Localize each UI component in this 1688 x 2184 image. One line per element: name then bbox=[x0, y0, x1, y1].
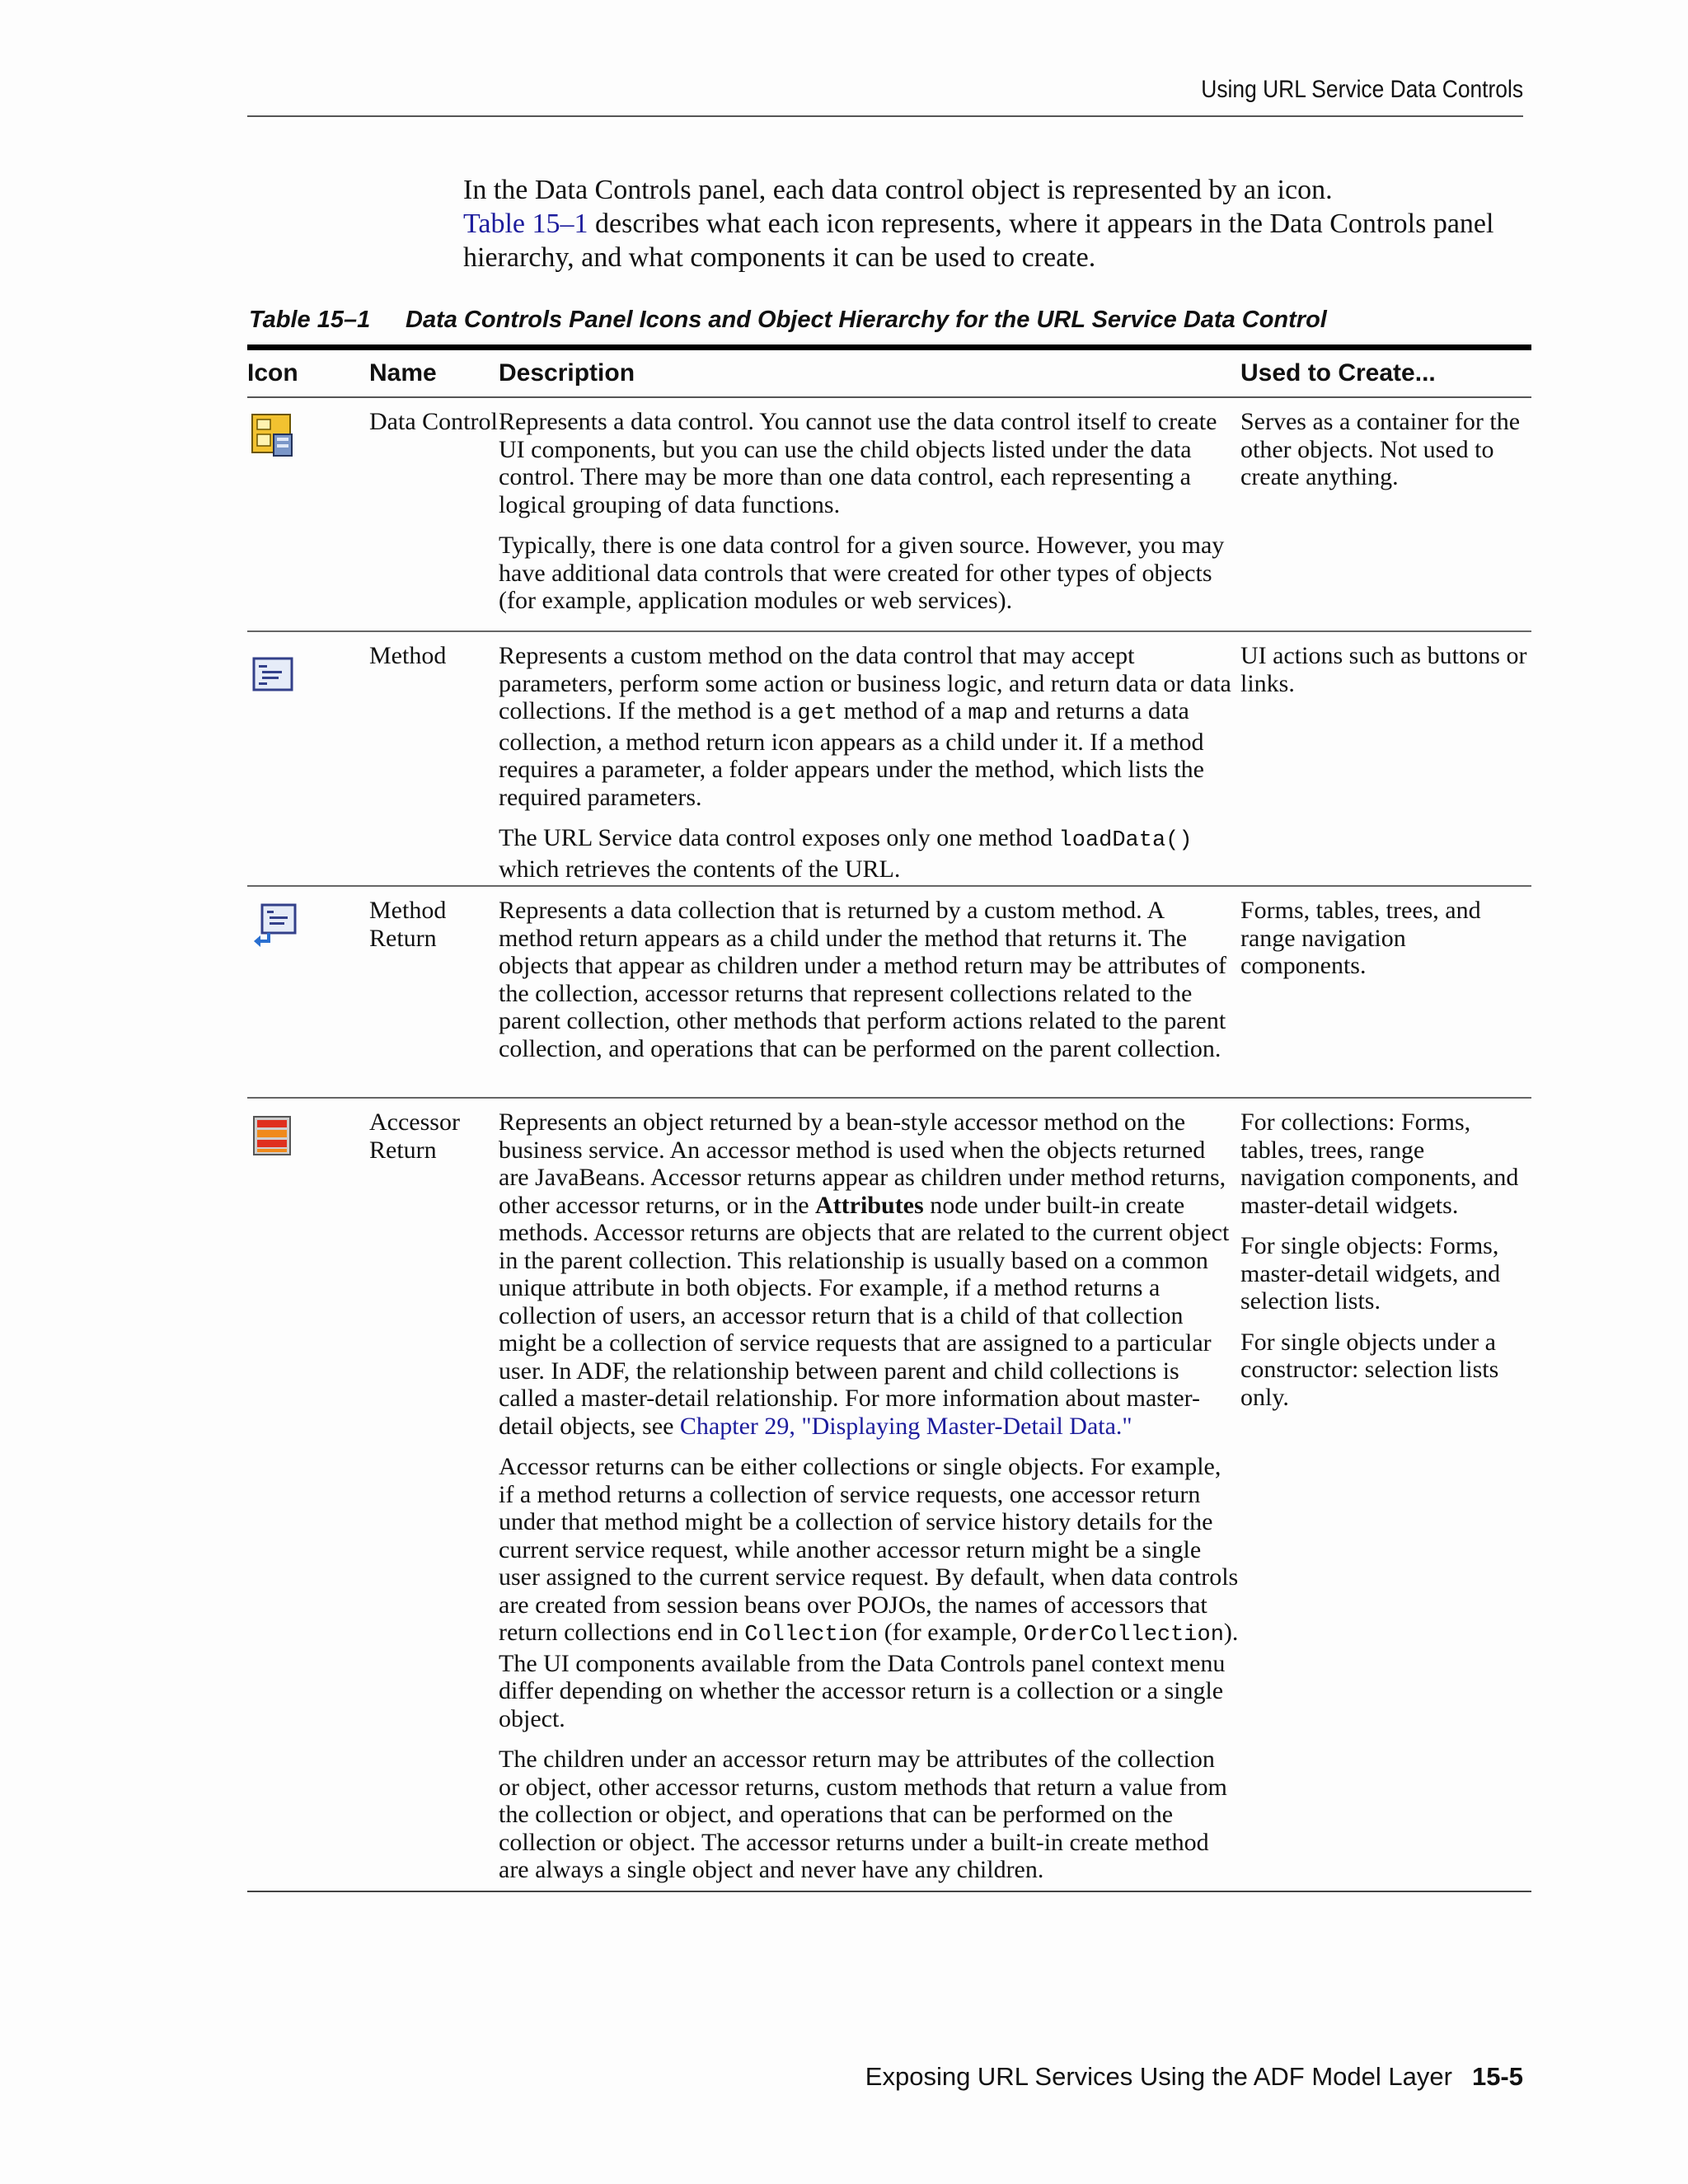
description-paragraph: Represents a data control. You cannot use the data control itself to create UI components, but you can use the child objects listed under the data control. There may be more than one data control, each representing a logical grouping of data functions. bbox=[499, 408, 1217, 518]
description-paragraph bbox=[499, 1453, 1240, 1732]
code-collection: Collection bbox=[744, 1623, 879, 1647]
description-paragraph: Typically, there is one data control for a given source. However, you may have additional data controls that were created for other types of objects (for example, application modules or web services). bbox=[499, 532, 1225, 614]
text-run: (for example, bbox=[878, 1619, 1024, 1646]
used-paragraph: For single objects: Forms, master-detail widgets, and selection lists. bbox=[1240, 1232, 1501, 1315]
row-used-to-create bbox=[1240, 408, 1531, 624]
used-paragraph: For collections: Forms, tables, trees, range navigation components, and master-detail widgets. bbox=[1240, 1108, 1519, 1219]
used-paragraph: Serves as a container for the other objects. Not used to create anything. bbox=[1240, 408, 1521, 490]
text-run: and returns a data collection, a method return icon appears as a child under it. If a method requires a parameter, a folder appears under the method, which lists the required parameters. bbox=[499, 697, 1204, 811]
used-paragraph: For single objects under a constructor: selection lists only. bbox=[1240, 1328, 1499, 1411]
icon-cell bbox=[247, 408, 369, 624]
row-description bbox=[499, 408, 1240, 624]
table-row bbox=[247, 398, 1531, 632]
text-run: ). The UI components available from the Data Controls panel context menu differ depending on whether the accessor return is a collection or a single object. bbox=[499, 1619, 1239, 1732]
description-paragraph: The children under an accessor return may be attributes of the collection or object, other accessor returns, custom methods that return a value from the collection or object, and operations that can be performed on the collection or object. The accessor returns under a built-in create method are always a single object and never have any children. bbox=[499, 1746, 1227, 1883]
intro-paragraph bbox=[463, 173, 1535, 274]
text-run: Represents a custom method on the data control that may accept parameters, perform some action or business logic, and return data or data collections. If the method is a bbox=[499, 642, 1231, 724]
icon-table bbox=[247, 344, 1531, 1892]
bold-attributes: Attributes bbox=[815, 1191, 924, 1219]
table-header-row bbox=[247, 350, 1531, 398]
text-run: node under built-in create methods. Accessor returns are objects that are related to the current object in the parent collection. This relationship is usually based on a common unique attribute in both objects. For example, if a method returns a collection of users, an accessor return that is a child of that collection might be a collection of service requests that are assigned to a particular user. In ADF, the relationship between parent and child collections is called a master-detail relationship. For more information about master-detail objects, see bbox=[499, 1191, 1230, 1440]
table-caption bbox=[249, 307, 1535, 334]
row-name: Data Control bbox=[369, 408, 498, 435]
method-icon bbox=[251, 654, 297, 700]
method-return-icon bbox=[251, 902, 300, 951]
text-run: Represents an object returned by a bean-style accessor method on the business service. An accessor method is used when the objects returned are JavaBeans. Accessor returns appear as children under method returns, other accessor returns, or in the bbox=[499, 1108, 1226, 1219]
description-paragraph: Represents a data collection that is returned by a custom method. A method return appears as a child under the method that returns it. The objects that appear as children under a method return may be attributes of the collection, accessor returns that represent collections related to the parent collection, other methods that perform actions related to the parent collection, and operations that can be performed on the parent collection. bbox=[499, 897, 1227, 1062]
footer-title: Exposing URL Services Using the ADF Model Layer bbox=[865, 2062, 1452, 2091]
icon-cell bbox=[247, 897, 369, 1090]
description-paragraph bbox=[499, 824, 1240, 883]
row-name: Method bbox=[369, 642, 447, 669]
table-number: Table 15–1 bbox=[249, 307, 371, 333]
description-paragraph bbox=[499, 1108, 1240, 1440]
description-paragraph bbox=[499, 642, 1240, 811]
header-icon: Icon bbox=[247, 359, 298, 387]
table-title: Data Controls Panel Icons and Object Hierarchy for the URL Service Data Control bbox=[406, 307, 1327, 333]
header-name: Name bbox=[369, 359, 437, 387]
code-ordercollection: OrderCollection bbox=[1023, 1623, 1224, 1647]
table-row bbox=[247, 1099, 1531, 1891]
text-run: The URL Service data control exposes only one method bbox=[499, 824, 1059, 851]
row-description bbox=[499, 897, 1240, 1090]
data-control-icon bbox=[251, 413, 297, 459]
text-run: Accessor returns can be either collections or single objects. For example, if a method returns a collection of service requests, one accessor return under that method might be a collection of service history details for the current service request, while another accessor return might be a single user assigned to the current service request. By default, when data controls are created from session beans over POJOs, the names of accessors that return collections end in bbox=[499, 1453, 1239, 1646]
table-link[interactable]: Table 15–1 bbox=[463, 209, 588, 239]
code-map: map bbox=[968, 701, 1008, 726]
row-used-to-create bbox=[1240, 642, 1531, 879]
code-get: get bbox=[797, 701, 838, 726]
row-name: Method Return bbox=[369, 897, 447, 952]
row-used-to-create bbox=[1240, 897, 1531, 1090]
header-used-to-create: Used to Create... bbox=[1240, 359, 1436, 387]
intro-text-after: describes what each icon represents, where it appears in the Data Controls panel hierarchy, and what components it can be used to create. bbox=[463, 209, 1494, 273]
table-row bbox=[247, 887, 1531, 1099]
header-description: Description bbox=[499, 359, 635, 387]
page-number: 15-5 bbox=[1471, 2062, 1523, 2091]
text-run: which retrieves the contents of the URL. bbox=[499, 855, 901, 883]
used-paragraph: Forms, tables, trees, and range navigation components. bbox=[1240, 897, 1481, 979]
row-description bbox=[499, 642, 1240, 883]
text-run: method of a bbox=[837, 697, 968, 724]
chapter-29-link[interactable]: Chapter 29, "Displaying Master-Detail Data." bbox=[679, 1412, 1132, 1440]
table-row bbox=[247, 632, 1531, 887]
used-paragraph: UI actions such as buttons or links. bbox=[1240, 642, 1527, 697]
icon-cell bbox=[247, 642, 369, 879]
row-description bbox=[499, 1108, 1240, 1884]
accessor-return-icon bbox=[251, 1113, 297, 1160]
code-loaddata: loadData() bbox=[1058, 828, 1193, 853]
running-header bbox=[247, 76, 1523, 117]
row-used-to-create bbox=[1240, 1108, 1531, 1884]
header-title: Using URL Service Data Controls bbox=[1201, 76, 1523, 103]
icon-cell bbox=[247, 1108, 369, 1884]
intro-text-before: In the Data Controls panel, each data control object is represented by an icon. bbox=[463, 175, 1333, 205]
page-footer bbox=[865, 2062, 1523, 2092]
row-name: Accessor Return bbox=[369, 1108, 460, 1164]
